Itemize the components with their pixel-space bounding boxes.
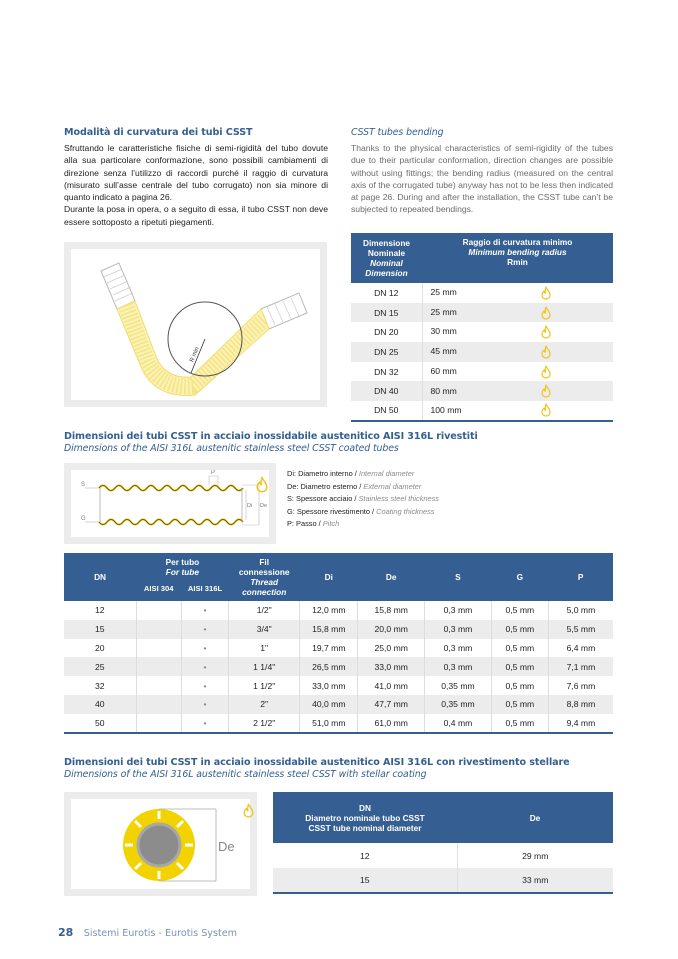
header-aisi304: AISI 304 xyxy=(136,577,181,601)
table-row: DN 32 60 mm xyxy=(351,362,613,382)
table-row: 50 • 2 1/2" 51,0 mm 61,0 mm 0,4 mm 0,5 mm 9,4 mm xyxy=(64,714,613,733)
table-row: 15 • 3/4" 15,8 mm 20,0 mm 0,3 mm 0,5 mm 5,5 mm xyxy=(64,620,613,639)
header-nominal-dimension: Dimensione Nominale Nominal Dimension xyxy=(351,233,422,283)
label-p: P xyxy=(211,470,216,476)
header-p: P xyxy=(548,553,613,601)
table-row: DN 12 25 mm xyxy=(351,283,613,303)
legend-p: P: Passo / Pitch xyxy=(287,519,340,529)
header-min-bending-radius: Raggio di curvatura minimo Minimum bending radius Rmin xyxy=(422,233,613,283)
coated-title-en: Dimensions of the AISI 316L austenitic stainless steel CSST coated tubes xyxy=(64,443,399,454)
header-dn: DN xyxy=(64,553,136,601)
table-row: 32 • 1 1/2" 33,0 mm 41,0 mm 0,35 mm 0,5 mm 7,6 mm xyxy=(64,676,613,695)
bending-title-en: CSST tubes bending xyxy=(351,127,444,138)
bent-tube-illustration xyxy=(71,249,320,400)
coated-title-it: Dimensioni dei tubi CSST in acciaio inossidabile austenitico AISI 316L rivestiti xyxy=(64,431,478,442)
label-g: G xyxy=(81,516,86,522)
page-footer xyxy=(58,923,237,941)
footer-text: Sistemi Eurotis - Eurotis System xyxy=(83,928,237,939)
legend-de: De: Diametro esterno / External diameter xyxy=(287,481,422,491)
header-dn-nominal: DN Diametro nominale tubo CSST CSST tube nominal diameter xyxy=(273,792,457,843)
bending-title-it: Modalità di curvatura dei tubi CSST xyxy=(64,127,253,138)
header-thread-connection: Fil connessione Thread connection xyxy=(229,553,300,601)
table-row: DN 25 45 mm xyxy=(351,342,613,362)
table-row: DN 20 30 mm xyxy=(351,322,613,342)
de-label: De xyxy=(218,839,235,854)
stellar-coating-diagram xyxy=(64,792,257,896)
label-di: Di xyxy=(247,503,253,509)
table-row: 15 33 mm xyxy=(273,868,613,893)
flame-icon xyxy=(541,286,551,300)
coated-tube-diagram xyxy=(64,463,276,544)
flame-icon xyxy=(541,306,551,320)
table-row: DN 50 100 mm xyxy=(351,401,613,421)
header-s: S xyxy=(425,553,492,601)
legend-g: G: Spessore rivestimento / Coating thickness xyxy=(287,506,435,516)
legend-s: S: Spessore acciaio / Stainless steel thickness xyxy=(287,494,439,504)
bending-radius-table xyxy=(351,233,613,422)
table-row: 20 • 1" 19,7 mm 25,0 mm 0,3 mm 0,5 mm 6,4 mm xyxy=(64,639,613,658)
header-de: De xyxy=(358,553,425,601)
flame-icon xyxy=(541,345,551,359)
header-g: G xyxy=(491,553,548,601)
flame-icon xyxy=(541,403,551,417)
coated-dimensions-table xyxy=(64,553,613,734)
header-di: Di xyxy=(300,553,358,601)
flame-icon xyxy=(541,365,551,379)
stellar-dimensions-table xyxy=(273,792,613,894)
bending-body-it xyxy=(64,142,328,228)
table-row: DN 15 25 mm xyxy=(351,303,613,323)
corrugated-tube-section-illustration xyxy=(71,470,269,537)
bending-diagram xyxy=(64,242,327,407)
table-row: 12 • 1/2" 12,0 mm 15,8 mm 0,3 mm 0,5 mm 5,0 mm xyxy=(64,601,613,620)
table-row: 40 • 2" 40,0 mm 47,7 mm 0,35 mm 0,5 mm 8,8 mm xyxy=(64,695,613,714)
table-row: 12 29 mm xyxy=(273,843,613,868)
flame-icon xyxy=(541,384,551,398)
stellar-title-en: Dimensions of the AISI 316L austenitic stainless steel CSST with stellar coating xyxy=(64,769,427,780)
stellar-coating-cross-section xyxy=(71,799,250,889)
flame-icon xyxy=(541,325,551,339)
header-de: De xyxy=(457,792,613,843)
stellar-title-it: Dimensioni dei tubi CSST in acciaio inossidabile austenitico AISI 316L con rivestimento stellare xyxy=(64,757,570,768)
bending-paragraph-1: Sfruttando le caratteristiche fisiche di semi-rigidità del tubo dovute alla sua particolare conformazione, sono possibili cambiamenti di direzione senza l’utilizzo di raccordi purché il raggio di curvatura (misurato sull’asse centrale del tubo corrugato) non sia minore di quanto indicato a pagina 26. xyxy=(64,143,328,203)
dimension-legend xyxy=(287,468,439,531)
rmin-label: R min xyxy=(189,346,201,364)
table-row: DN 40 80 mm xyxy=(351,381,613,401)
header-aisi316l: AISI 316L xyxy=(181,577,228,601)
flame-icon xyxy=(256,476,268,493)
bending-paragraph-2: Durante la posa in opera, o a seguito di essa, il tubo CSST non deve essere sottoposto a ripetuti piegamenti. xyxy=(64,204,328,227)
table-row: 25 • 1 1/4" 26,5 mm 33,0 mm 0,3 mm 0,5 mm 7,1 mm xyxy=(64,657,613,676)
header-per-tubo: Per tubo For tube xyxy=(136,553,229,577)
legend-di: Di: Diametro interno / Internal diameter xyxy=(287,469,415,478)
label-s: S xyxy=(81,482,86,488)
label-de: De xyxy=(260,503,268,509)
bending-body-en: Thanks to the physical characteristics of semi-rigidity of the tubes due to their particular conformation, direction changes are possible without using fittings; the bending radius (measured on the central axis of the corrugated tube) anyway has not to be less then indicated at page 26. During and after the installation, the CSST tube can’t be subjected to repeated bendings. xyxy=(351,143,613,215)
flame-icon xyxy=(243,803,254,818)
page-number: 28 xyxy=(58,926,74,939)
